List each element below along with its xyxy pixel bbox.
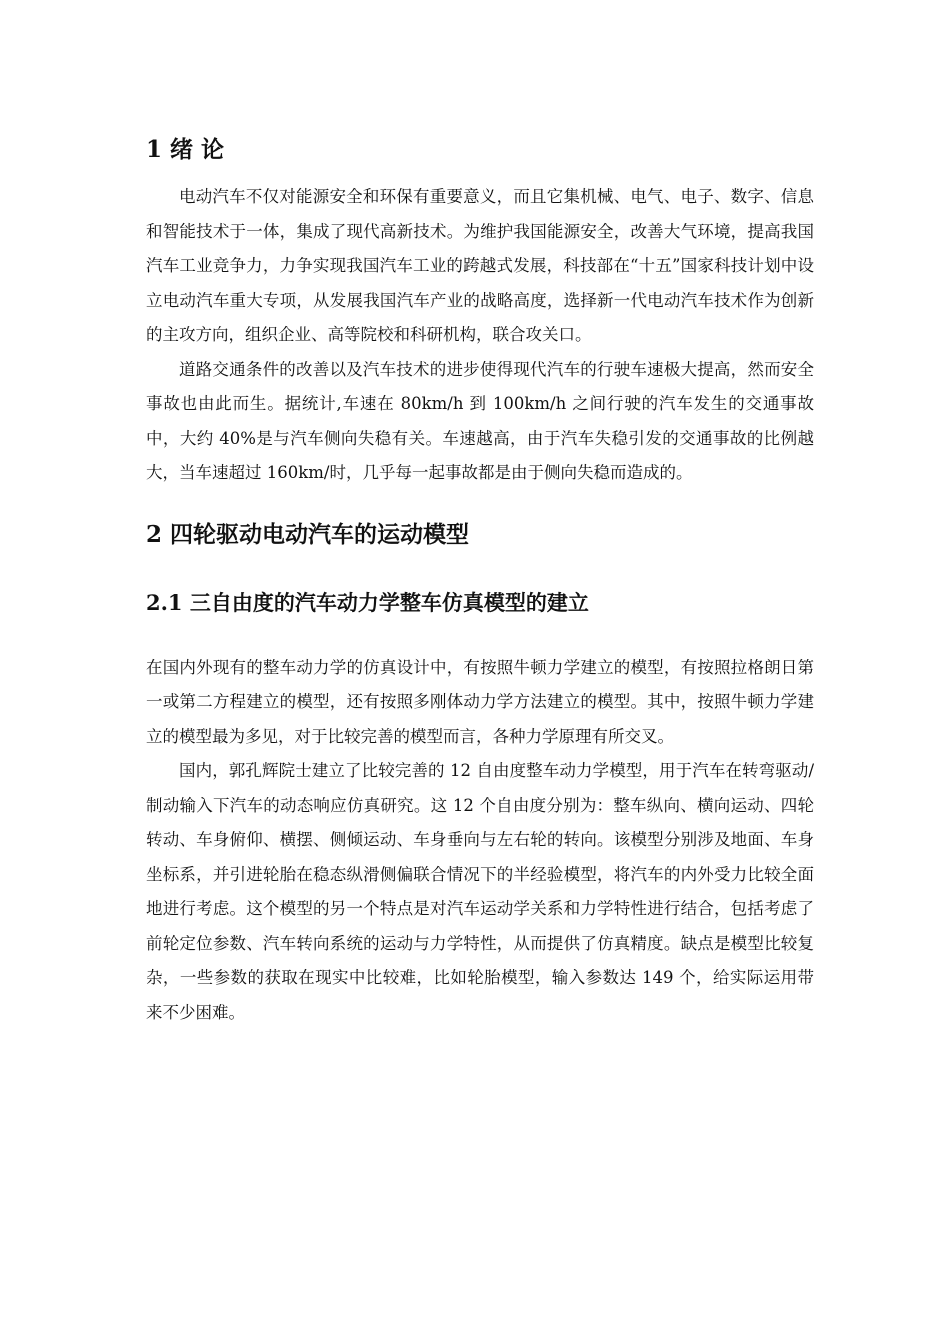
section-1-paragraph-1: 电动汽车不仅对能源安全和环保有重要意义，而且它集机械、电气、电子、数字、信息和智能技术于一体，集成了现代高新技术。为维护我国能源安全，改善大气环境，提高我国汽车工业竞争力，力争实现我国汽车工业的跨越式发展，科技部在“十五”国家科技计划中设立电动汽车重大专项，从发展我国汽车产业的战略高度，选择新一代电动汽车技术作为创新的主攻方向，组织企业、高等院校和科研机构，联合攻关口。: [146, 187, 814, 344]
document-body: [146, 128, 814, 1030]
section-1-heading: 1 绪 论: [146, 136, 225, 163]
section-1-body: [146, 180, 814, 491]
section-2-1-paragraph-2: 国内，郭孔辉院士建立了比较完善的 12 自由度整车动力学模型，用于汽车在转弯驱动/制动输入下汽车的动态响应仿真研究。这 12 个自由度分别为：整车纵向、横向运动、四轮转动、车身俯仰、横摆、侧倾运动、车身垂向与左右轮的转向。该模型分别涉及地面、车身坐标系，并引进轮胎在稳态纵滑侧偏联合情况下的半经验模型，将汽车的内外受力比较全面地进行考虑。这个模型的另一个特点是对汽车运动学关系和力学特性进行结合，包括考虑了前轮定位参数、汽车转向系统的运动与力学特性，从而提供了仿真精度。缺点是模型比较复杂，一些参数的获取在现实中比较难，比如轮胎模型，输入参数达 149 个，给实际运用带来不少困难。: [146, 761, 814, 1022]
section-2-1-paragraph-1: 在国内外现有的整车动力学的仿真设计中，有按照牛顿力学建立的模型，有按照拉格朗日第一或第二方程建立的模型，还有按照多刚体动力学方法建立的模型。其中，按照牛顿力学建立的模型最为多见，对于比较完善的模型而言，各种力学原理有所交叉。: [146, 657, 814, 746]
section-2-1-body: [146, 651, 814, 1031]
section-2-heading: 2 四轮驱动电动汽车的运动模型: [146, 520, 470, 548]
section-1-paragraph-2: 道路交通条件的改善以及汽车技术的进步使得现代汽车的行驶车速极大提高，然而安全事故也由此而生。据统计,车速在 80km/h 到 100km/h 之间行驶的汽车发生的交通事故中，大约 40%是与汽车侧向失稳有关。车速越高，由于汽车失稳引发的交通事故的比例越大，当车速超过 160km/时，几乎每一起事故都是由于侧向失稳而造成的。: [146, 359, 814, 482]
section-2-1-heading: 2.1 三自由度的汽车动力学整车仿真模型的建立: [146, 589, 589, 615]
